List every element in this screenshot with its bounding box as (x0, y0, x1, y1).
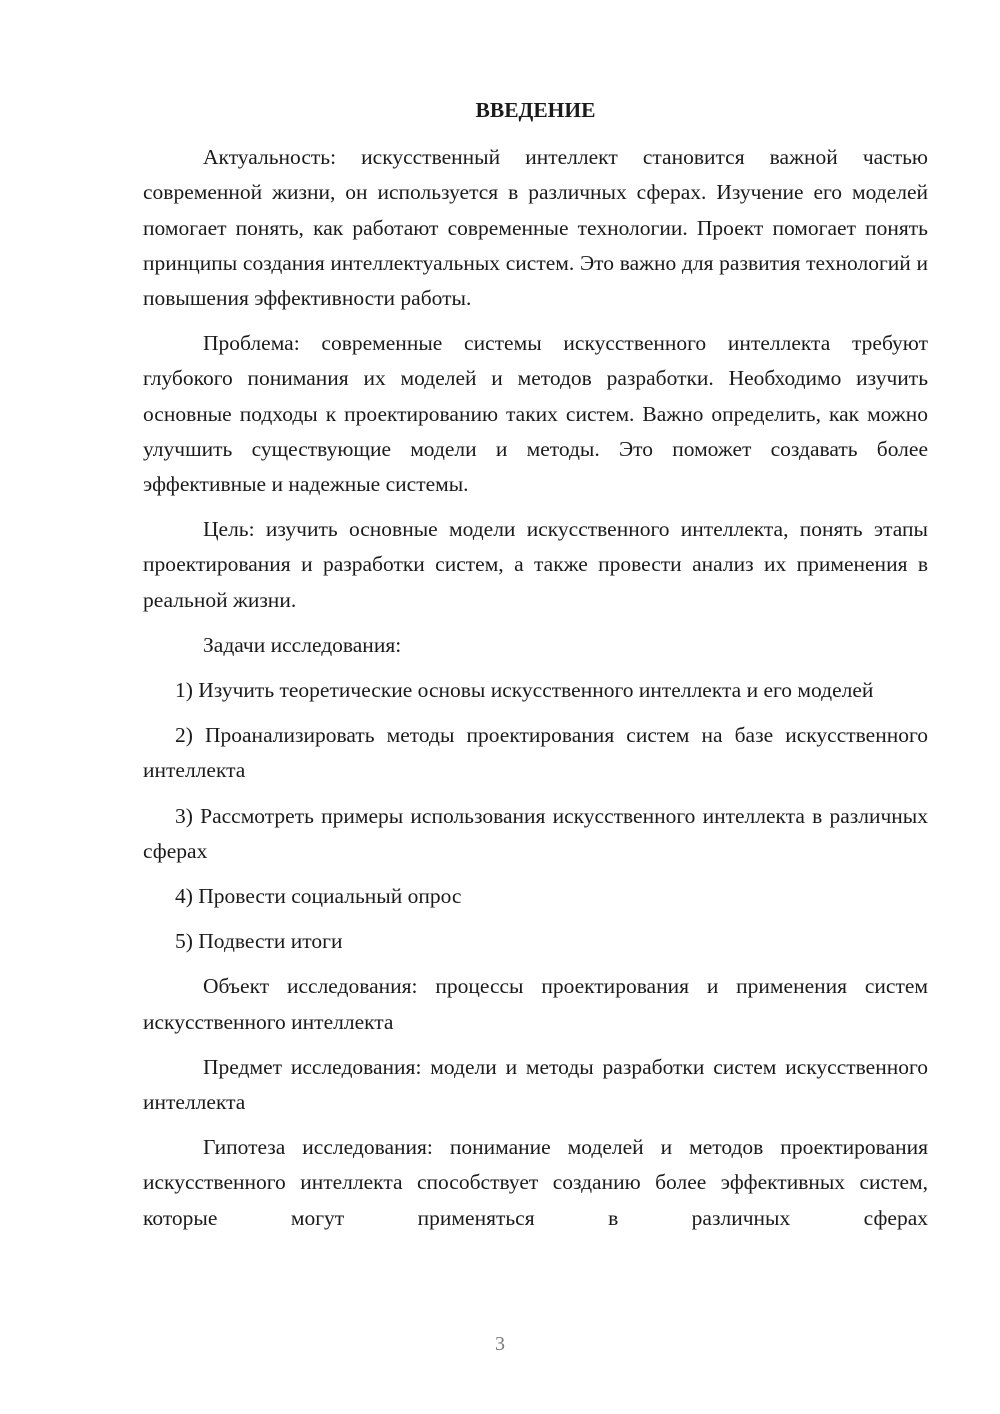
tasks-heading: Задачи исследования: (203, 632, 402, 657)
relevance-paragraph: Актуальность: искусственный интеллект становится важной частью современной жизни, он используется в различных сферах. Изучение его моделей помогает понять, как работают современные технологии. Проект помогает понять принципы создания интеллектуальных систем. Это важно для развития технологий и повышения эффективности работы. (143, 145, 928, 311)
goal-paragraph: Цель: изучить основные модели искусственного интеллекта, понять этапы проектирования и разработки систем, а также провести анализ их применения в реальной жизни. (143, 517, 928, 612)
section-title: ВВЕДЕНИЕ (475, 98, 596, 122)
task-item-5: 5) Подвести итоги (175, 929, 343, 954)
page-content (143, 93, 928, 1246)
problem-paragraph: Проблема: современные системы искусственного интеллекта требуют глубокого понимания их моделей и методов разработки. Необходимо изучить основные подходы к проектированию таких систем. Важно определить, как можно улучшить существующие модели и методы. Это поможет создавать более эффективные и надежные системы. (143, 331, 928, 497)
hypothesis-paragraph: Гипотеза исследования: понимание моделей и методов проектирования искусственного интеллекта способствует созданию более эффективных систем, которые могут применяться в различных сферах (143, 1135, 928, 1230)
task-item-3: 3) Рассмотреть примеры использования искусственного интеллекта в различных сферах (143, 803, 928, 863)
page-number: 3 (495, 1333, 505, 1355)
task-item-2: 2) Проанализировать методы проектирования систем на базе искусственного интеллекта (143, 723, 928, 783)
task-item-4: 4) Провести социальный опрос (175, 884, 462, 909)
task-item-1: 1) Изучить теоретические основы искусственного интеллекта и его моделей (175, 678, 874, 703)
object-paragraph: Объект исследования: процессы проектирования и применения систем искусственного интеллекта (143, 974, 928, 1034)
subject-paragraph: Предмет исследования: модели и методы разработки систем искусственного интеллекта (143, 1054, 928, 1115)
